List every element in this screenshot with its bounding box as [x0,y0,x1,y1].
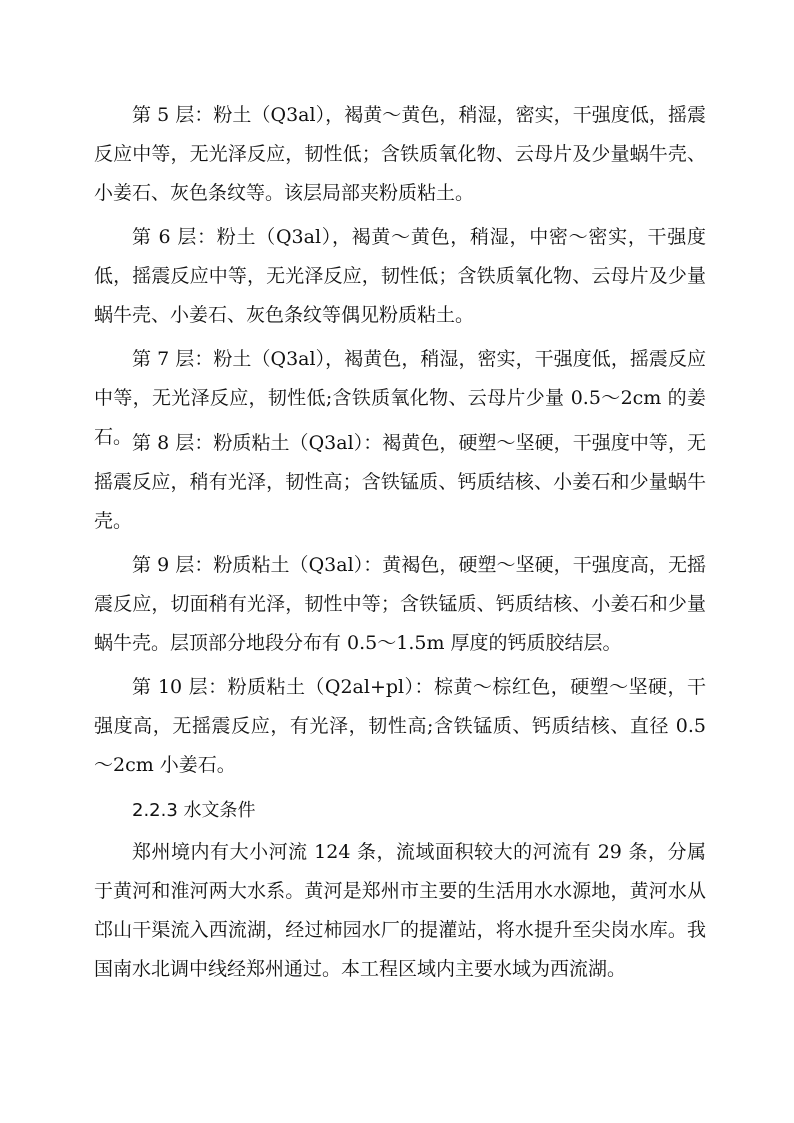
section-heading: 2.2.3 水文条件 [132,800,256,821]
stratum-layer-6: 第 6 层：粉土（Q3al），褐黄～黄色，稍湿，中密～密实，干强度低，摇震反应中等，无光泽反应，韧性低；含铁质氧化物、云母片及少量蜗牛壳、小姜石、灰色条纹等偶见粉质粘土。 [94,226,706,326]
stratum-layer-10: 第 10 层：粉质粘土（Q2al+pl）：棕黄～棕红色，硬塑～坚硬，干强度高，无摇震反应，有光泽，韧性高;含铁锰质、钙质结核、直径 0.5～2cm 小姜石。 [94,676,706,776]
stratum-layer-9: 第 9 层：粉质粘土（Q3al）：黄褐色，硬塑～坚硬，干强度高，无摇震反应，切面稍有光泽，韧性中等；含铁锰质、钙质结核、小姜石和少量蜗牛壳。层顶部分地段分布有 0.5～1.5m 厚度的钙质胶结层。 [94,554,706,654]
stratum-layer-7: 第 7 层：粉土（Q3al），褐黄色，稍湿，密实，干强度低，摇震反应中等，无光泽反应，韧性低;含铁质氧化物、云母片少量 0.5～2cm 的姜石。 [94,348,706,448]
stratum-layer-5: 第 5 层：粉土（Q3al），褐黄～黄色，稍湿，密实，干强度低，摇震反应中等，无光泽反应，韧性低；含铁质氧化物、云母片及少量蜗牛壳、小姜石、灰色条纹等。该层局部夹粉质粘土。 [94,104,706,204]
hydrology-paragraph: 郑州境内有大小河流 124 条，流域面积较大的河流有 29 条，分属于黄河和淮河两大水系。黄河是郑州市主要的生活用水水源地，黄河水从邙山干渠流入西流湖，经过柿园水厂的提灌站，将水提升至尖岗水库。我国南水北调中线经郑州通过。本工程区域内主要水域为西流湖。 [94,841,706,980]
stratum-layer-8: 第 8 层：粉质粘土（Q3al）：褐黄色，硬塑～坚硬，干强度中等，无摇震反应，稍有光泽，韧性高；含铁锰质、钙质结核、小姜石和少量蜗牛壳。 [94,432,706,532]
